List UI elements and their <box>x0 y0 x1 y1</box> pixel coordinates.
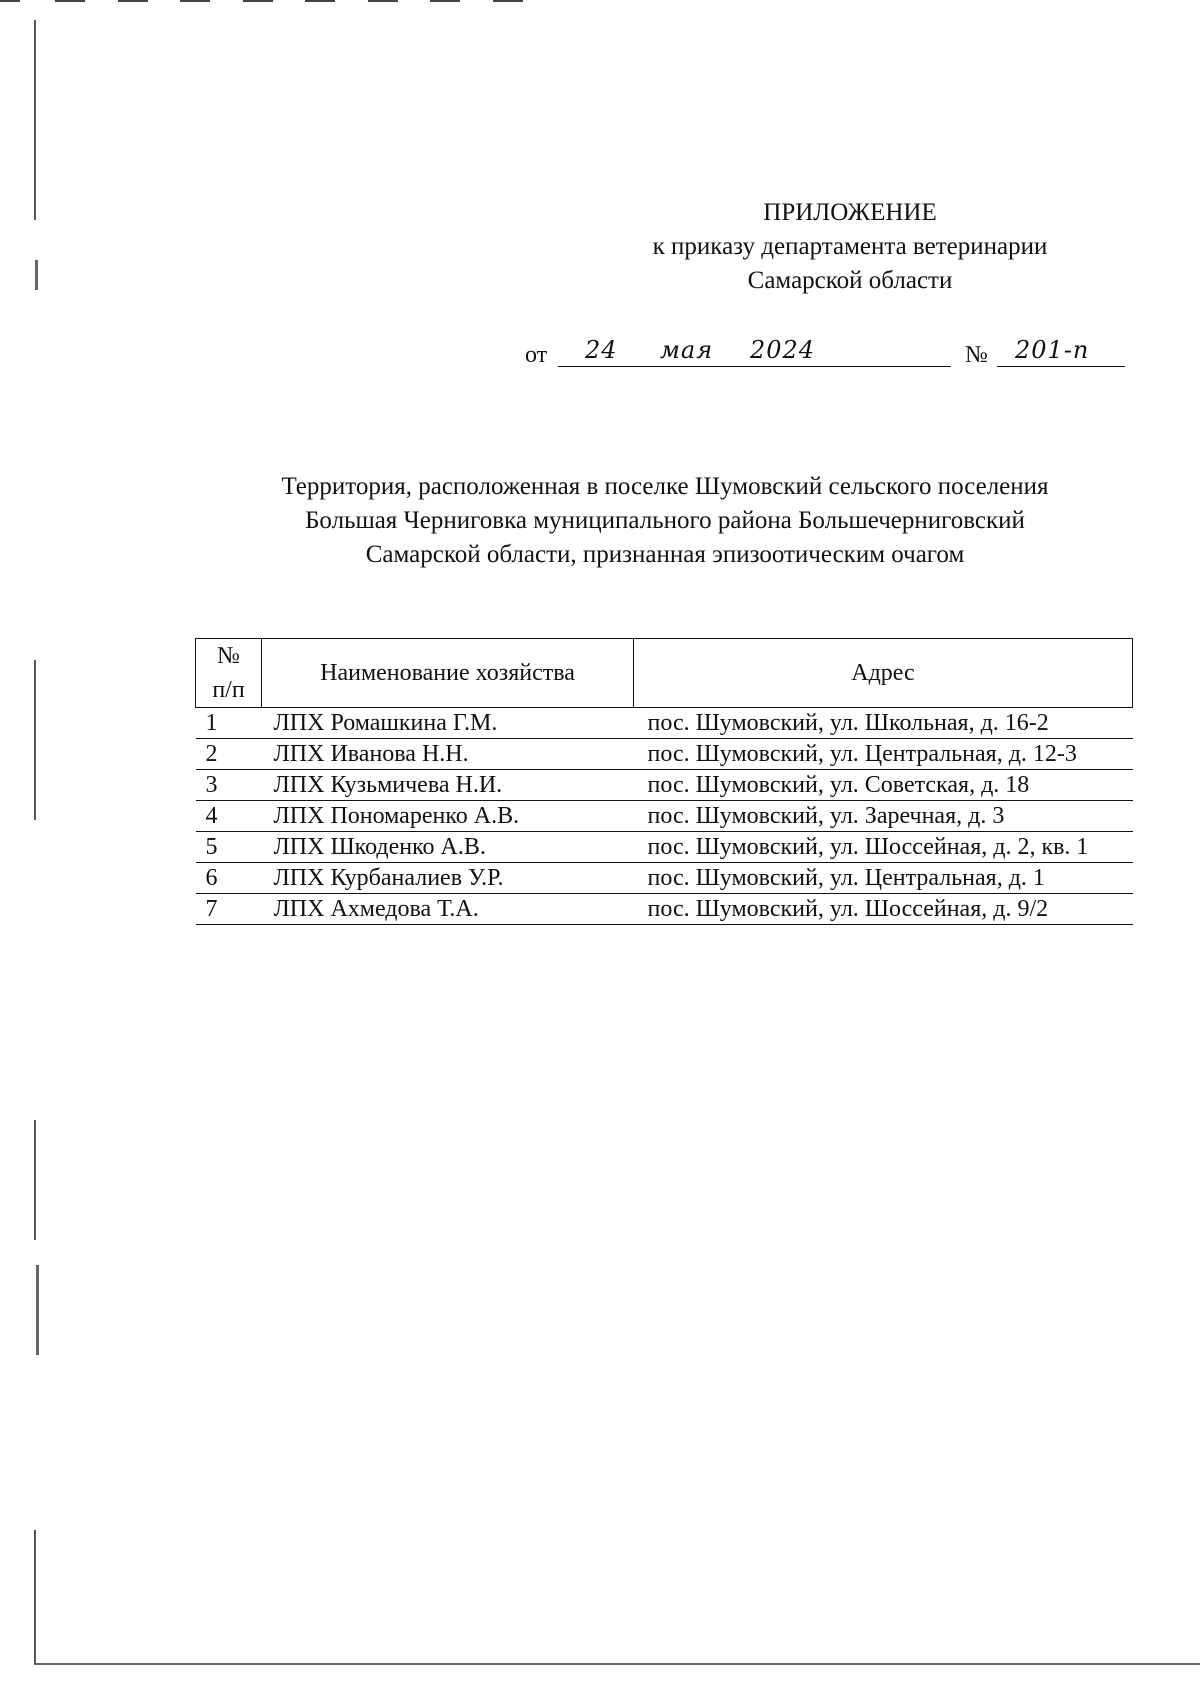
order-number-label: № <box>965 342 988 368</box>
scan-artifact-margin-line <box>34 1120 36 1240</box>
scan-artifact-margin-line <box>34 20 36 220</box>
order-date-line <box>525 336 1125 376</box>
order-date-year: 2024 <box>750 336 816 364</box>
document-title-line-2: Большая Черниговка муниципального района Большечерниговский <box>305 507 1025 534</box>
scan-artifact-top-dash <box>493 0 523 2</box>
farms-table <box>195 638 1133 925</box>
scan-artifact-top-dash <box>305 0 335 2</box>
farm-name: ЛПХ Кузьмичева Н.И. <box>262 770 634 801</box>
scan-artifact-top-dash <box>118 0 148 2</box>
farm-address: пос. Шумовский, ул. Советская, д. 18 <box>634 770 1133 801</box>
farm-name: ЛПХ Ромашкина Г.М. <box>262 708 634 739</box>
scan-artifact-bottom-line <box>34 1663 1200 1665</box>
row-number: 4 <box>196 801 262 832</box>
column-header-address: Адрес <box>634 639 1133 708</box>
order-date-day: 24 <box>585 336 618 364</box>
order-number: 201-п <box>1015 336 1090 364</box>
order-from-label: от <box>525 342 548 368</box>
table-row <box>196 832 1133 863</box>
document-title <box>180 470 1150 572</box>
row-number: 6 <box>196 863 262 894</box>
table-row <box>196 801 1133 832</box>
scan-artifact-margin-line <box>34 1530 36 1665</box>
column-header-number <box>196 639 262 708</box>
farm-name: ЛПХ Шкоденко А.В. <box>262 832 634 863</box>
farm-name: ЛПХ Курбаналиев У.Р. <box>262 863 634 894</box>
order-date-month: мая <box>660 336 714 364</box>
document-title-line-1: Территория, расположенная в поселке Шумовский сельского поселения <box>281 473 1049 500</box>
farm-address: пос. Шумовский, ул. Школьная, д. 16-2 <box>634 708 1133 739</box>
table-header-row <box>196 639 1133 708</box>
scan-artifact-margin-speck <box>36 1265 39 1355</box>
column-header-number-line-2: п/п <box>212 677 245 703</box>
scan-artifact-top-dash <box>180 0 210 2</box>
scan-artifact-top-dash <box>430 0 460 2</box>
farm-name: ЛПХ Иванова Н.Н. <box>262 739 634 770</box>
table-row <box>196 894 1133 925</box>
farm-address: пос. Шумовский, ул. Заречная, д. 3 <box>634 801 1133 832</box>
farm-address: пос. Шумовский, ул. Центральная, д. 1 <box>634 863 1133 894</box>
row-number: 2 <box>196 739 262 770</box>
row-number: 7 <box>196 894 262 925</box>
scan-artifact-top-dash <box>243 0 273 2</box>
scan-artifact-top-dash <box>0 0 20 2</box>
scan-artifact-top-dash <box>55 0 85 2</box>
farm-address: пос. Шумовский, ул. Шоссейная, д. 9/2 <box>634 894 1133 925</box>
table-row <box>196 708 1133 739</box>
table-row <box>196 739 1133 770</box>
row-number: 1 <box>196 708 262 739</box>
row-number: 5 <box>196 832 262 863</box>
row-number: 3 <box>196 770 262 801</box>
farm-address: пос. Шумовский, ул. Центральная, д. 12-3 <box>634 739 1133 770</box>
farm-name: ЛПХ Ахмедова Т.А. <box>262 894 634 925</box>
order-number-underline <box>997 366 1125 367</box>
appendix-title: ПРИЛОЖЕНИЕ <box>763 199 937 226</box>
farm-address: пос. Шумовский, ул. Шоссейная, д. 2, кв. 1 <box>634 832 1133 863</box>
order-date-underline <box>558 366 951 367</box>
scan-artifact-margin-line <box>34 660 36 820</box>
farm-name: ЛПХ Пономаренко А.В. <box>262 801 634 832</box>
scan-artifact-top-dash <box>368 0 398 2</box>
column-header-name: Наименование хозяйства <box>262 639 634 708</box>
table-row <box>196 770 1133 801</box>
appendix-region: Самарской области <box>747 267 953 294</box>
table-row <box>196 863 1133 894</box>
scan-artifact-margin-speck <box>35 260 38 290</box>
appendix-header <box>600 196 1100 298</box>
document-title-line-3: Самарской области, признанная эпизоотическим очагом <box>365 541 965 568</box>
column-header-number-line-1: № <box>217 643 240 669</box>
appendix-order-reference: к приказу департамента ветеринарии <box>652 233 1048 260</box>
